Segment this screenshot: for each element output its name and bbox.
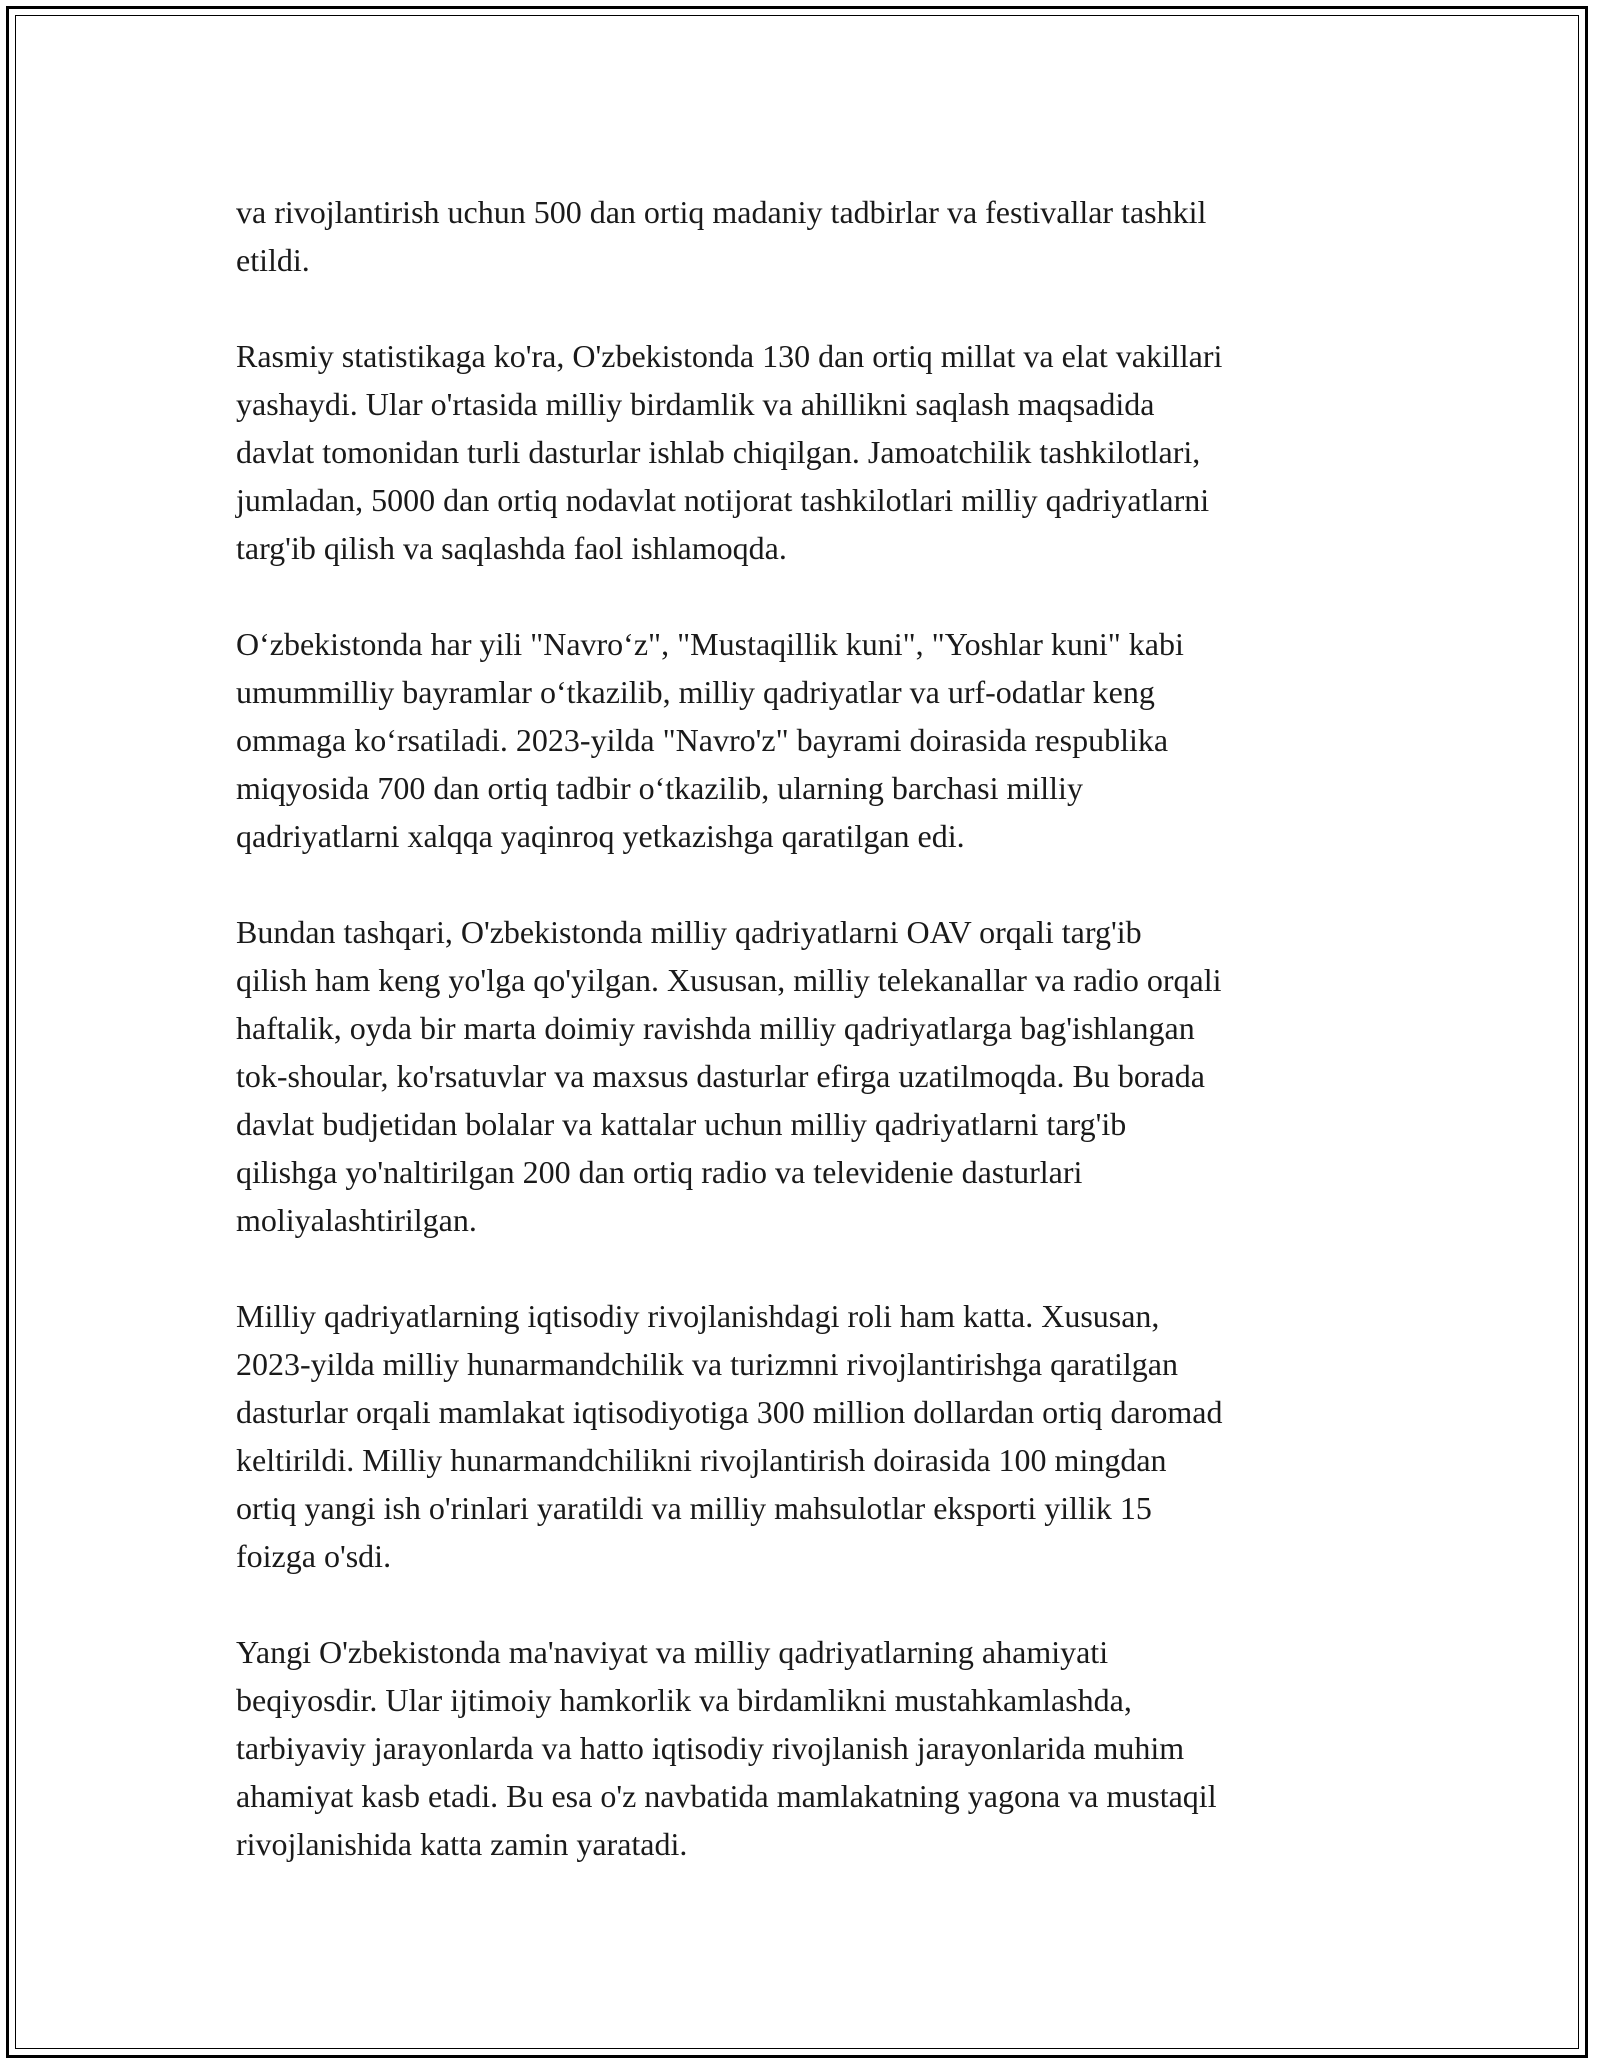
paragraph-1: va rivojlantirish uchun 500 dan ortiq madaniy tadbirlar va festivallar tashkil etildi. — [236, 194, 1207, 278]
paragraph-6: Yangi O'zbekistonda ma'naviyat va milliy qadriyatlarning ahamiyati beqiyosdir. Ular ijtimoiy hamkorlik va birdamlikni mustahkamlashda, tarbiyaviy jarayonlarda va hatto iqtisodiy rivojlanish jarayonlarida muhim ahamiyat kasb etadi. Bu esa o'z navbatida mamlakatning yagona va mustaqil rivojlanishida katta zamin yaratadi. — [236, 1634, 1217, 1862]
paragraph-2: Rasmiy statistikaga ko'ra, O'zbekistonda 130 dan ortiq millat va elat vakillari yashaydi. Ular o'rtasida milliy birdamlik va ahillikni saqlash maqsadida davlat tomonidan turli dasturlar ishlab chiqilgan. Jamoatchilik tashkilotlari, jumladan, 5000 dan ortiq nodavlat notijorat tashkilotlari milliy qadriyatlarni targ'ib qilish va saqlashda faol ishlamoqda. — [236, 338, 1223, 566]
paragraph-3: O‘zbekistonda har yili "Navro‘z", "Mustaqillik kuni", "Yoshlar kuni" kabi umummilliy bayramlar o‘tkazilib, milliy qadriyatlar va urf-odatlar keng ommaga ko‘rsatiladi. 2023-yilda "Navro'z" bayrami doirasida respublika miqyosida 700 dan ortiq tadbir o‘tkazilib, ularning barchasi milliy qadriyatlarni xalqqa yaqinroq yetkazishga qaratilgan edi. — [236, 626, 1184, 854]
paragraph-4: Bundan tashqari, O'zbekistonda milliy qadriyatlarni OAV orqali targ'ib qilish ham keng yo'lga qo'yilgan. Xususan, milliy telekanallar va radio orqali haftalik, oyda bir marta doimiy ravishda milliy qadriyatlarga bag'ishlangan tok-shoular, ko'rsatuvlar va maxsus dasturlar efirga uzatilmoqda. Bu borada davlat budjetidan bolalar va kattalar uchun milliy qadriyatlarni targ'ib qilishga yo'naltirilgan 200 dan ortiq radio va televidenie dasturlari moliyalashtirilgan. — [236, 914, 1222, 1238]
document-body — [236, 188, 1376, 1868]
paragraph-5: Milliy qadriyatlarning iqtisodiy rivojlanishdagi roli ham katta. Xususan, 2023-yilda milliy hunarmandchilik va turizmni rivojlantirishga qaratilgan dasturlar orqali mamlakat iqtisodiyotiga 300 million dollardan ortiq daromad keltirildi. Milliy hunarmandchilikni rivojlantirish doirasida 100 mingdan ortiq yangi ish o'rinlari yaratildi va milliy mahsulotlar eksporti yillik 15 foizga o'sdi. — [236, 1298, 1223, 1574]
